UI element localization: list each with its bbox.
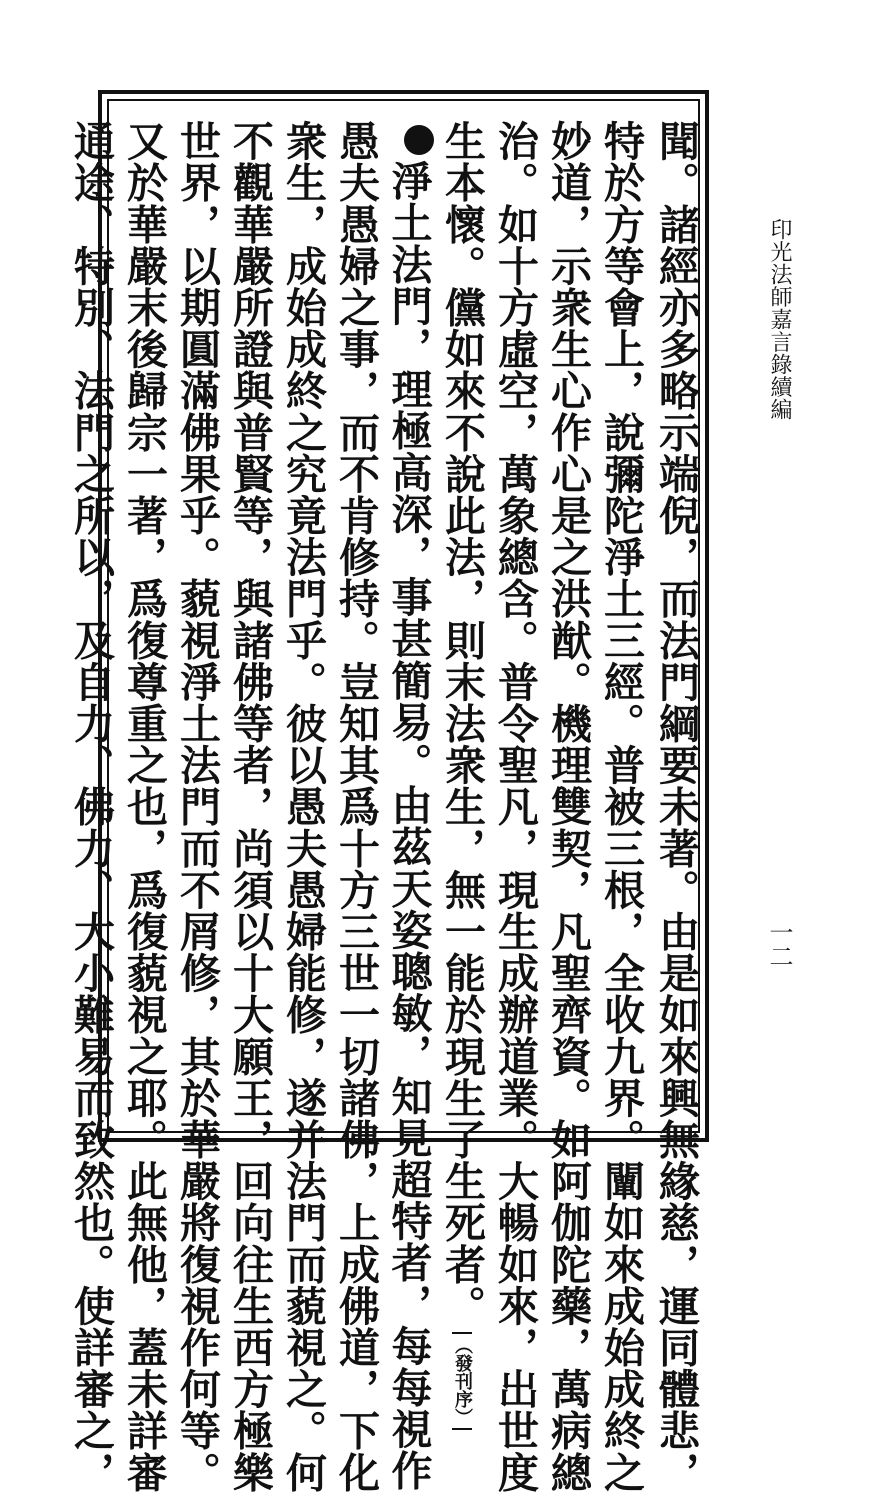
text-column-5 [437,120,487,1427]
text-column-8: 衆生，成始成終之究竟法門乎。彼以愚夫愚婦能修，遂并法門而藐視之。何 [279,120,327,1493]
text-column-3: 妙道，示衆生心作心是之洪猷。機理雙契，凡聖齊資。如阿伽陀藥，萬病總 [544,120,592,1493]
text-column-1: 聞。諸經亦多略示端倪，而法門綱要未著。由是如來興無緣慈，運同體悲， [652,120,700,1493]
text-column-2: 特於方等會上，說彌陀淨土三經。普被三根，全收九界。闡如來成始成終之 [597,120,645,1493]
text-column-6 [384,120,434,1492]
text-column-9: 不觀華嚴所證與普賢等，與諸佛等者，尚須以十大願王，回向往生西方極樂 [226,120,274,1493]
text-column-11: 又於華嚴末後歸宗一著，爲復尊重之也，爲復藐視之耶。此無他，蓋未詳審 [120,120,168,1493]
text-column-6-body: 淨土法門，理極高深，事甚簡易。由茲天姿聰敏，知見超特者，每每視作 [384,160,433,1492]
running-header-book-title: 印光法師嘉言錄續編 [767,218,792,421]
text-column-7: 愚夫愚婦之事，而不肯修持。豈知其爲十方三世一切諸佛，上成佛道，下化 [332,120,380,1493]
page-number: 一二 [765,920,793,968]
source-note: （發刊序） [452,1332,472,1430]
text-column-10: 世界，以期圓滿佛果乎。藐視淨土法門而不屑修，其於華嚴將復視作何等。 [173,120,221,1493]
text-column-5-body: 生本懷。儻如來不說此法，則末法衆生，無一能於現生了生死者。 [438,120,486,1327]
text-column-4: 治。如十方虛空，萬象總含。普令聖凡，現生成辦道業。大暢如來，出世度 [491,120,539,1493]
filled-circle-bullet-icon [404,125,434,155]
text-column-12: 通途、特別、法門之所以，及自力、佛力、大小難易而致然也。使詳審之， [67,120,115,1493]
